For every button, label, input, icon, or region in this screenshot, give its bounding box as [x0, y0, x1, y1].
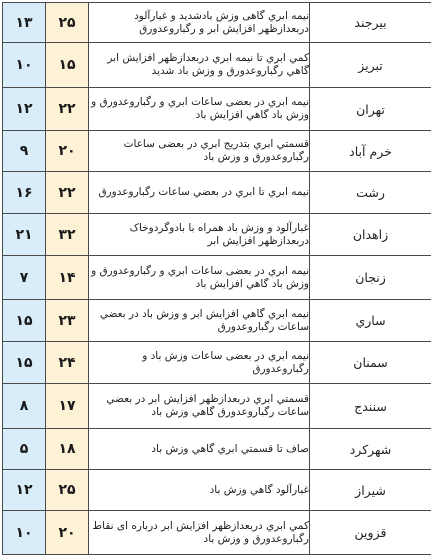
weather-description-cell	[89, 3, 310, 43]
max-temp-cell	[46, 300, 89, 342]
min-temp-cell	[3, 43, 46, 88]
weather-description-text: نیمه ابري در بعضی ساعات ابري و رگباروعدورق و وزش باد گاهي افزایش باد	[91, 264, 309, 290]
forecast-row	[3, 88, 431, 131]
weather-description-cell	[89, 88, 310, 131]
max-temp-text: ۲۲	[58, 101, 76, 117]
forecast-row	[3, 470, 431, 511]
forecast-row	[3, 3, 431, 43]
forecast-row	[3, 300, 431, 342]
max-temp-text: ۳۲	[58, 226, 76, 243]
city-name-cell	[310, 256, 431, 300]
max-temp-text: ۲۵	[58, 482, 76, 498]
min-temp-cell	[3, 256, 46, 300]
forecast-table-body	[3, 3, 431, 555]
forecast-table	[2, 2, 431, 555]
max-temp-text: ۲۵	[58, 14, 76, 31]
weather-description-cell	[89, 300, 310, 342]
forecast-row	[3, 384, 431, 429]
max-temp-cell	[46, 470, 89, 511]
city-name-text: ساري	[355, 313, 386, 328]
forecast-row	[3, 511, 431, 555]
city-name-text: خرم آباد	[349, 143, 392, 159]
max-temp-cell	[46, 172, 89, 214]
city-name-cell	[310, 88, 431, 131]
city-name-cell	[310, 511, 431, 555]
max-temp-cell	[46, 3, 89, 43]
forecast-row	[3, 342, 431, 384]
max-temp-text: ۲۳	[58, 312, 76, 329]
min-temp-cell	[3, 88, 46, 131]
min-temp-text: ۷	[19, 269, 29, 286]
city-name-text: بیرجند	[354, 15, 387, 30]
min-temp-cell	[3, 342, 46, 384]
min-temp-cell	[3, 214, 46, 256]
city-name-text: قزوین	[354, 525, 387, 540]
city-name-cell	[310, 214, 431, 256]
min-temp-text: ۱۵	[15, 312, 33, 329]
city-name-cell	[310, 384, 431, 429]
min-temp-text: ۱۵	[15, 354, 33, 371]
min-temp-text: ۱۳	[15, 14, 33, 31]
weather-description-text: نیمه ابري در بعضی ساعات ابري و رگباروعدورق و وزش باد گاهي افزایش باد	[91, 96, 309, 121]
min-temp-text: ۱۰	[15, 57, 33, 73]
weather-description-cell	[89, 384, 310, 429]
weather-description-text: کمي ابري تا نیمه ابري دربعدازظهر افزایش ابر گاهي رگباروعدورق و وزش باد شدید	[107, 52, 309, 77]
weather-description-cell	[89, 511, 310, 555]
forecast-row	[3, 43, 431, 88]
min-temp-text: ۵	[19, 441, 29, 457]
weather-description-text: نیمه ابري تا ابري در بعضي ساعات رگباروعدورق	[98, 186, 309, 198]
max-temp-cell	[46, 256, 89, 300]
max-temp-text: ۱۷	[58, 398, 76, 414]
min-temp-cell	[3, 470, 46, 511]
min-temp-text: ۲۱	[15, 226, 33, 243]
weather-description-cell	[89, 342, 310, 384]
weather-description-cell	[89, 429, 310, 470]
weather-description-text: غبارآلود و وزش باد همراه با بادوگردوخاک دربعدازظهر افزایش ابر	[129, 221, 309, 247]
max-temp-text: ۲۰	[58, 524, 76, 541]
weather-description-text: نیمه ابري گاهی وزش بادشدید و غبارآلود دربعدازظهر افزایش ابر و رگباروعدورق	[134, 9, 309, 35]
min-temp-text: ۹	[19, 143, 29, 159]
min-temp-text: ۱۰	[15, 524, 33, 541]
forecast-row	[3, 172, 431, 214]
city-name-text: سمنان	[353, 355, 388, 370]
city-name-cell	[310, 43, 431, 88]
max-temp-text: ۲۲	[58, 184, 76, 201]
max-temp-cell	[46, 43, 89, 88]
max-temp-cell	[46, 131, 89, 172]
weather-description-text: غبارآلود گاهي وزش باد	[209, 483, 309, 496]
city-name-text: تبریز	[358, 57, 383, 73]
max-temp-cell	[46, 88, 89, 131]
min-temp-cell	[3, 384, 46, 429]
city-name-text: شیراز	[355, 482, 386, 498]
max-temp-cell	[46, 429, 89, 470]
weather-description-text: کمي ابري دربعدازظهر افزایش ابر درباره ای نقاط رگباروعدورق و وزش باد	[92, 519, 309, 545]
weather-description-text: نیمه ابري گاهي افزایش ابر و وزش باد در بعضي ساعات رگباروعدورق	[99, 307, 309, 333]
weather-description-cell	[89, 172, 310, 214]
city-name-text: تهران	[356, 101, 385, 117]
max-temp-cell	[46, 342, 89, 384]
min-temp-text: ۱۶	[15, 184, 33, 201]
min-temp-cell	[3, 429, 46, 470]
weather-description-text: قسمتي ابري بتدریج ابري در بعضی ساعات رگباروعدورق و وزش باد	[123, 138, 309, 163]
min-temp-cell	[3, 300, 46, 342]
max-temp-cell	[46, 214, 89, 256]
min-temp-cell	[3, 131, 46, 172]
min-temp-cell	[3, 3, 46, 43]
city-name-cell	[310, 470, 431, 511]
weather-description-cell	[89, 256, 310, 300]
city-name-cell	[310, 131, 431, 172]
city-name-cell	[310, 172, 431, 214]
weather-description-cell	[89, 43, 310, 88]
weather-description-text: نیمه ابري در بعضی ساعات وزش باد و رگباروعدورق	[142, 349, 309, 375]
max-temp-text: ۲۴	[58, 354, 76, 371]
max-temp-cell	[46, 384, 89, 429]
weather-description-text: قسمتي ابري دربعدازظهر افزایش ابر در بعضي ساعات رگباروعدورق گاهي وزش باد	[106, 393, 309, 418]
forecast-row	[3, 256, 431, 300]
min-temp-text: ۱۲	[15, 101, 33, 117]
max-temp-text: ۱۵	[58, 57, 76, 73]
city-name-cell	[310, 300, 431, 342]
weather-description-text: صاف تا قسمتي ابري گاهي وزش باد	[151, 442, 309, 455]
forecast-row	[3, 429, 431, 470]
city-name-cell	[310, 3, 431, 43]
min-temp-text: ۸	[19, 398, 29, 414]
weather-description-cell	[89, 214, 310, 256]
city-name-cell	[310, 342, 431, 384]
city-name-text: سنندج	[354, 398, 387, 414]
weather-description-cell	[89, 131, 310, 172]
min-temp-cell	[3, 511, 46, 555]
max-temp-text: ۱۸	[58, 441, 76, 457]
max-temp-text: ۲۰	[58, 143, 76, 159]
city-name-text: زاهدان	[352, 227, 389, 242]
city-name-text: رشت	[356, 185, 385, 200]
forecast-row	[3, 214, 431, 256]
forecast-row	[3, 131, 431, 172]
city-name-cell	[310, 429, 431, 470]
max-temp-text: ۱۴	[58, 269, 76, 286]
city-name-text: زنجان	[355, 270, 386, 285]
city-name-text: شهرکرد	[349, 441, 392, 457]
weather-description-cell	[89, 470, 310, 511]
min-temp-cell	[3, 172, 46, 214]
min-temp-text: ۱۲	[15, 482, 33, 498]
max-temp-cell	[46, 511, 89, 555]
